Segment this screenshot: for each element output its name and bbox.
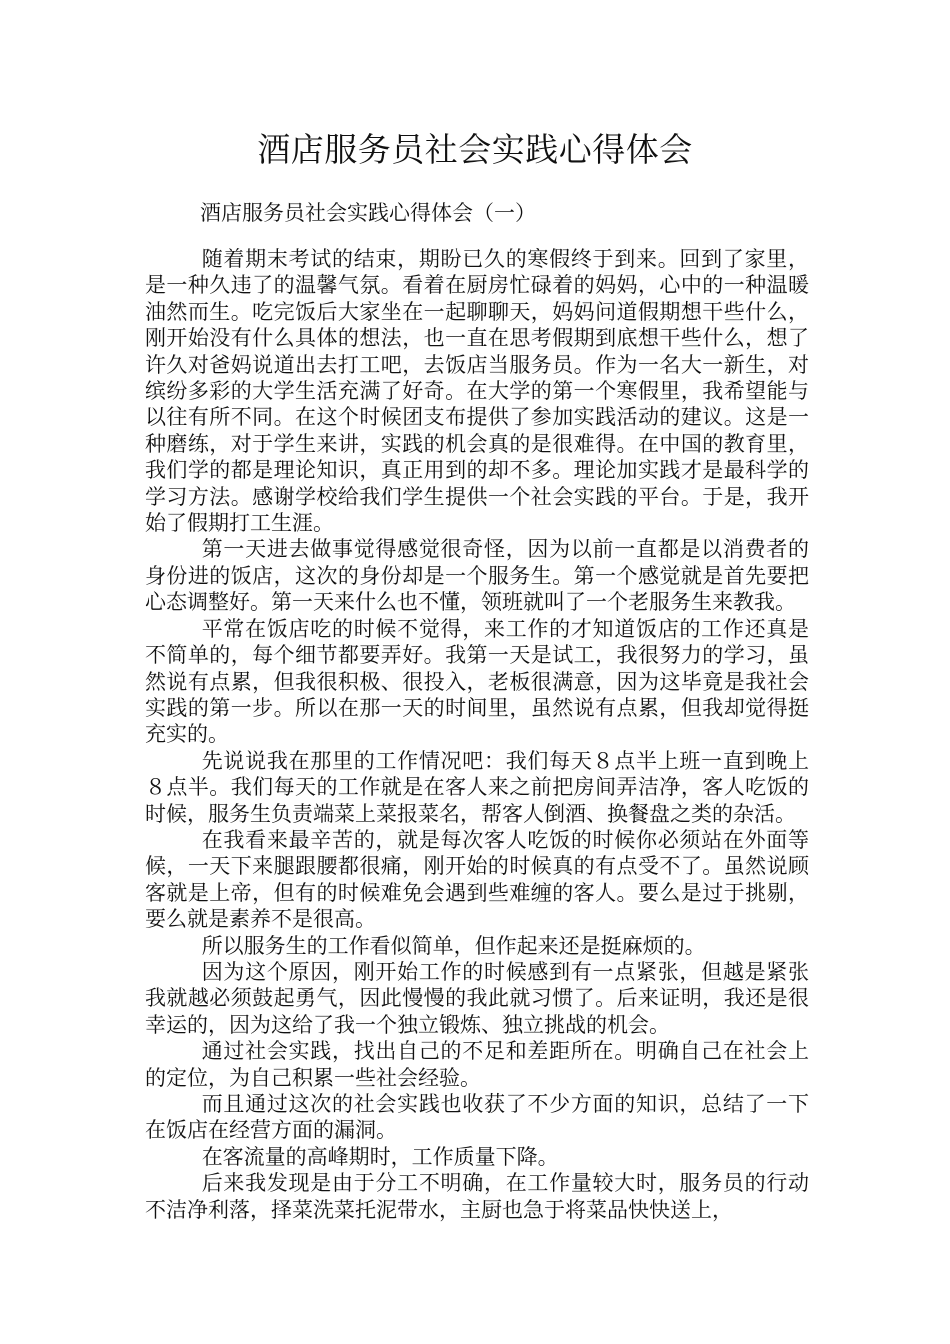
paragraph: 而且通过这次的社会实践也收获了不少方面的知识，总结了一下在饭店在经营方面的漏洞。 [145,1092,809,1143]
paragraph: 所以服务生的工作看似简单，但作起来还是挺麻烦的。 [201,933,706,958]
paragraph: 随着期末考试的结束，期盼已久的寒假终于到来。回到了家里，是一种久违了的温馨气氛。看着在厨房忙碌着的妈妈，心中的一种温暖油然而生。吃完饭后大家坐在一起聊聊天，妈妈问道假期想干些什么，刚开始没有什么具体的想法，也一直在思考假期到底想干些什么，想了许久对爸妈说道出去打工吧，去饭店当服务员。作为一名大一新生，对缤纷多彩的大学生活充满了好奇。在大学的第一个寒假里，我希望能与以往有所不同。在这个时候团支布提供了参加实践活动的建议。这是一种磨练，对于学生来讲，实践的机会真的是很难得。在中国的教育里，我们学的都是理论知识，真正用到的却不多。理论加实践才是最科学的学习方法。感谢学校给我们学生提供一个社会实践的平台。于是，我开始了假期打工生涯。 [145,247,809,536]
paragraph: 后来我发现是由于分工不明确，在工作量较大时，服务员的行动不洁净利落，择菜洗菜托泥带水，主厨也急于将菜品快快送上， [145,1171,809,1222]
paragraph: 在客流量的高峰期时，工作质量下降。 [201,1144,559,1169]
document-subtitle: 酒店服务员社会实践心得体会（一） [200,201,536,225]
paragraph: 第一天进去做事觉得感觉很奇怪，因为以前一直都是以消费者的身份进的饭店，这次的身份却是一个服务生。第一个感觉就是首先要把心态调整好。第一天来什么也不懂，领班就叫了一个老服务生来教我。 [145,537,809,615]
paragraph: 平常在饭店吃的时候不觉得，来工作的才知道饭店的工作还真是不简单的，每个细节都要弄好。我第一天是试工，我很努力的学习，虽然说有点累，但我很积极、很投入，老板很满意，因为这毕竟是我社会实践的第一步。所以在那一天的时间里，虽然说有点累，但我却觉得挺充实的。 [145,616,809,747]
paragraph: 因为这个原因，刚开始工作的时候感到有一点紧张，但越是紧张我就越必须鼓起勇气，因此慢慢的我此就习惯了。后来证明，我还是很幸运的，因为这给了我一个独立锻炼、独立挑战的机会。 [145,959,809,1037]
paragraph: 通过社会实践，找出自己的不足和差距所在。明确自己在社会上的定位，为自己积累一些社会经验。 [145,1039,809,1090]
document-title: 酒店服务员社会实践心得体会 [257,130,693,169]
paragraph: 先说说我在那里的工作情况吧：我们每天８点半上班一直到晚上８点半。我们每天的工作就是在客人来之前把房间弄洁净，客人吃饭的时候，服务生负责端菜上菜报菜名，帮客人倒酒、换餐盘之类的杂活。 [145,748,809,826]
document-body [145,246,809,1223]
paragraph: 在我看来最辛苦的，就是每次客人吃饭的时候你必须站在外面等候，一天下来腿跟腰都很痛，刚开始的时候真的有点受不了。虽然说顾客就是上帝，但有的时候难免会遇到些难缠的客人。要么是过于挑剔，要么就是素养不是很高。 [145,827,809,932]
